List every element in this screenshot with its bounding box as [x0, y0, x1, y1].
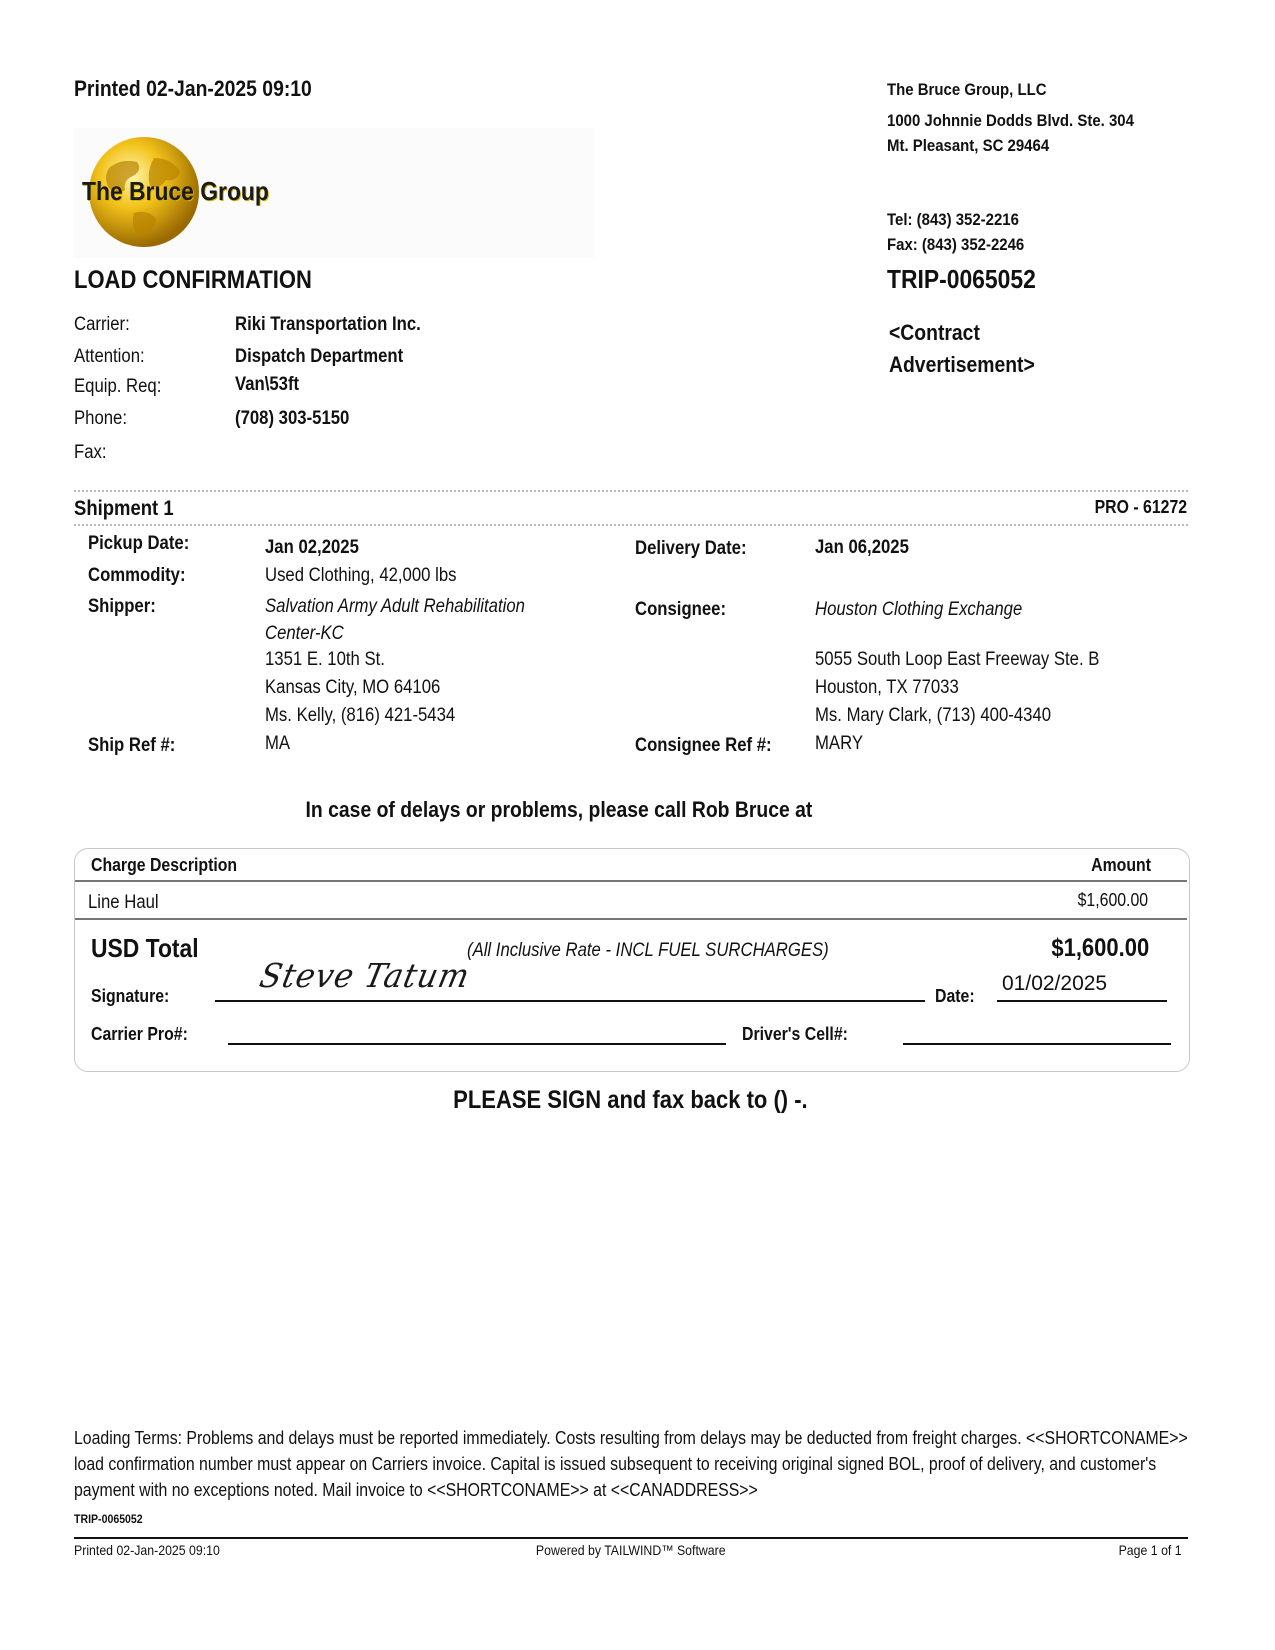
consignee-ref-value: MARY	[815, 733, 864, 754]
sign-notice: PLEASE SIGN and fax back to () -.	[452, 1086, 808, 1114]
commodity-label: Commodity:	[88, 565, 186, 586]
pickup-date-label: Pickup Date:	[88, 533, 190, 554]
amount-header: Amount	[1091, 855, 1151, 875]
carrier-value: Riki Transportation Inc.	[235, 314, 421, 335]
signature-handwritten: Steve Tatum	[256, 956, 474, 995]
commodity-value: Used Clothing, 42,000 lbs	[265, 565, 457, 586]
trip-number: TRIP-0065052	[887, 264, 1036, 294]
carrier-pro-line[interactable]	[228, 1043, 726, 1045]
footer-trip: TRIP-0065052	[74, 1512, 143, 1526]
shipment-divider-bottom	[74, 524, 1188, 526]
delay-notice: In case of delays or problems, please call Rob Bruce at	[305, 797, 813, 822]
delivery-date-label: Delivery Date:	[635, 538, 747, 559]
company-name: The Bruce Group, LLC	[887, 80, 1047, 99]
phone-value: (708) 303-5150	[235, 408, 350, 429]
consignee-label: Consignee:	[635, 599, 727, 620]
footer-rule	[74, 1537, 1188, 1539]
date-label: Date:	[935, 986, 975, 1006]
total-amount: $1,600.00	[1051, 934, 1149, 962]
consignee-ref-label: Consignee Ref #:	[635, 735, 772, 756]
terms-line2: load confirmation number must appear on Carriers invoice. Capital is issued subsequent to receiving original signed BOL, proof of delivery, and customer's	[74, 1454, 1157, 1474]
shipper-address-line1: 1351 E. 10th St.	[265, 649, 385, 670]
company-logo	[74, 128, 594, 258]
terms-line1: Loading Terms: Problems and delays must be reported immediately. Costs resulting from delays may be deducted from freight charges. <<SHORTCONAME>>	[74, 1428, 1188, 1448]
shipper-contact: Ms. Kelly, (816) 421-5434	[265, 705, 456, 726]
shipment-divider-top	[74, 490, 1188, 492]
shipper-address-line2: Kansas City, MO 64106	[265, 677, 441, 698]
shipper-name-line1: Salvation Army Adult Rehabilitation	[265, 596, 525, 617]
attention-label: Attention:	[74, 346, 145, 367]
pro-number: PRO - 61272	[1094, 497, 1187, 517]
equip-label: Equip. Req:	[74, 376, 162, 397]
contract-advertisement-line2: Advertisement>	[889, 352, 1035, 377]
company-fax: Fax: (843) 352-2246	[887, 235, 1025, 254]
contract-advertisement-line1: <Contract	[889, 320, 980, 345]
carrier-pro-label: Carrier Pro#:	[91, 1024, 188, 1044]
fax-label: Fax:	[74, 442, 107, 463]
usd-total-label: USD Total	[91, 933, 199, 963]
ship-ref-value: MA	[265, 733, 291, 754]
signature-line[interactable]	[215, 1000, 925, 1002]
charges-total-rule	[75, 918, 1187, 920]
shipper-name-line2: Center-KC	[265, 623, 344, 644]
date-line[interactable]	[997, 1000, 1167, 1002]
ship-ref-label: Ship Ref #:	[88, 735, 176, 756]
footer-printed: Printed 02-Jan-2025 09:10	[74, 1542, 220, 1558]
drivers-cell-line[interactable]	[903, 1043, 1171, 1045]
consignee-contact: Ms. Mary Clark, (713) 400-4340	[815, 705, 1052, 726]
company-address-line1: 1000 Johnnie Dodds Blvd. Ste. 304	[887, 111, 1134, 130]
equip-value: Van\53ft	[235, 374, 300, 395]
logo-wordmark: The Bruce Group	[82, 176, 269, 206]
charge-row-description: Line Haul	[88, 892, 159, 913]
pickup-date-value: Jan 02,2025	[265, 537, 359, 558]
footer-page-number: Page 1 of 1	[1118, 1542, 1182, 1558]
shipment-title: Shipment 1	[74, 497, 174, 520]
charges-header-rule	[75, 880, 1187, 882]
footer-powered-by: Powered by TAILWIND™ Software	[536, 1542, 726, 1558]
charge-description-header: Charge Description	[91, 855, 238, 875]
shipper-label: Shipper:	[88, 596, 156, 617]
drivers-cell-label: Driver's Cell#:	[742, 1024, 848, 1044]
document-title: LOAD CONFIRMATION	[74, 266, 312, 294]
attention-value: Dispatch Department	[235, 346, 404, 367]
company-tel: Tel: (843) 352-2216	[887, 210, 1019, 229]
delivery-date-value: Jan 06,2025	[815, 537, 909, 558]
rate-note: (All Inclusive Rate - INCL FUEL SURCHARGES)	[467, 940, 829, 961]
terms-line3: payment with no exceptions noted. Mail invoice to <<SHORTCONAME>> at <<CANADDRESS>>	[74, 1480, 758, 1500]
signature-label: Signature:	[91, 986, 170, 1006]
carrier-label: Carrier:	[74, 314, 130, 335]
consignee-address-line1: 5055 South Loop East Freeway Ste. B	[815, 649, 1100, 670]
company-address-line2: Mt. Pleasant, SC 29464	[887, 136, 1050, 155]
consignee-address-line2: Houston, TX 77033	[815, 677, 959, 698]
charge-row-amount: $1,600.00	[1077, 890, 1148, 910]
consignee-name: Houston Clothing Exchange	[815, 599, 1023, 620]
date-value: 01/02/2025	[1002, 972, 1108, 995]
printed-timestamp: Printed 02-Jan-2025 09:10	[74, 76, 312, 101]
phone-label: Phone:	[74, 408, 128, 429]
